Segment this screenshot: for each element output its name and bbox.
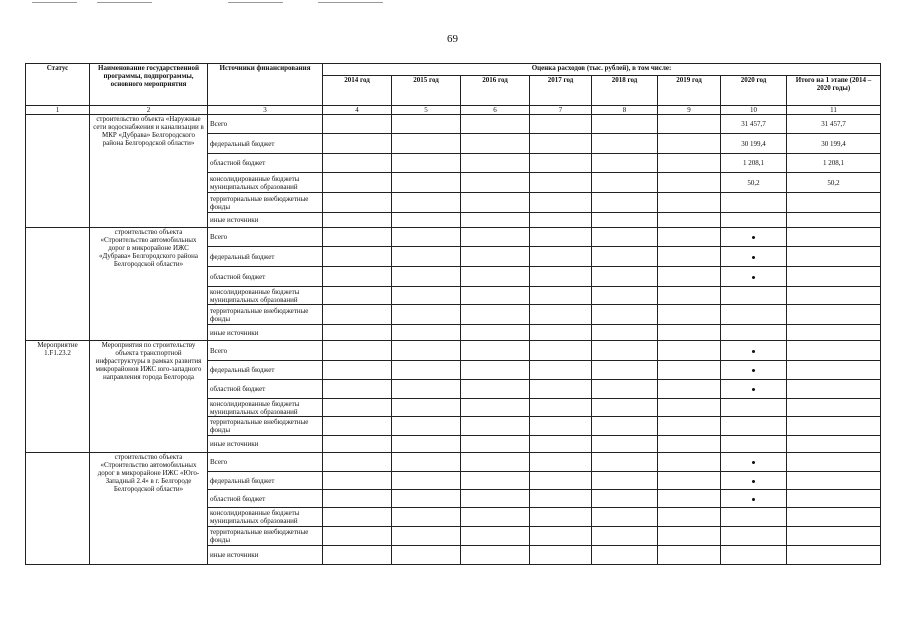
value-2020-cell: [721, 193, 787, 213]
header-year: 2017 год: [530, 76, 592, 106]
year-value-cell: [592, 527, 658, 546]
value-2020-cell: [721, 380, 787, 399]
year-value-cell: [392, 453, 461, 472]
total-value-cell: [787, 305, 881, 325]
column-number: 7: [530, 106, 592, 115]
year-value-cell: [592, 193, 658, 213]
value-2020-cell: [721, 287, 787, 305]
year-value-cell: [323, 508, 392, 527]
status-cell: Мероприятие 1.F1.23.2: [26, 341, 90, 453]
year-value-cell: [323, 193, 392, 213]
year-value-cell: [530, 399, 592, 417]
value-2020-cell: [721, 453, 787, 472]
year-value-cell: [592, 325, 658, 341]
year-value-cell: [461, 154, 530, 173]
value-2020-cell: [721, 267, 787, 287]
table-row: [26, 341, 881, 361]
year-value-cell: [323, 213, 392, 228]
year-value-cell: [530, 472, 592, 490]
value-2020-cell: 31 457,7: [721, 115, 787, 134]
year-value-cell: [592, 417, 658, 436]
header-year: 2015 год: [392, 76, 461, 106]
value-2020-cell: [721, 399, 787, 417]
year-value-cell: [392, 490, 461, 508]
year-value-cell: [392, 134, 461, 154]
funding-source-cell: территориальные внебюджетные фонды: [208, 305, 323, 325]
budget-table: [25, 63, 881, 565]
funding-source-cell: иные источники: [208, 546, 323, 565]
year-value-cell: [392, 436, 461, 453]
year-value-cell: [323, 325, 392, 341]
year-value-cell: [323, 453, 392, 472]
year-value-cell: [658, 546, 721, 565]
funding-source-cell: областной бюджет: [208, 380, 323, 399]
year-value-cell: [323, 361, 392, 380]
year-value-cell: [392, 472, 461, 490]
year-value-cell: [592, 490, 658, 508]
year-value-cell: [530, 508, 592, 527]
funding-source-cell: территориальные внебюджетные фонды: [208, 417, 323, 436]
funding-source-cell: Всего: [208, 228, 323, 247]
year-value-cell: [461, 417, 530, 436]
year-value-cell: [592, 436, 658, 453]
year-value-cell: [530, 546, 592, 565]
year-value-cell: [658, 247, 721, 267]
year-value-cell: [530, 115, 592, 134]
funding-source-cell: федеральный бюджет: [208, 472, 323, 490]
bullet-marker: [752, 369, 755, 372]
year-value-cell: [530, 213, 592, 228]
year-value-cell: [530, 527, 592, 546]
page-number: 69: [447, 33, 458, 45]
year-value-cell: [592, 134, 658, 154]
year-value-cell: [323, 417, 392, 436]
year-value-cell: [530, 173, 592, 193]
year-value-cell: [461, 213, 530, 228]
total-value-cell: [787, 213, 881, 228]
total-value-cell: [787, 490, 881, 508]
year-value-cell: [658, 527, 721, 546]
year-value-cell: [392, 341, 461, 361]
year-value-cell: [592, 287, 658, 305]
table-row: [26, 453, 881, 472]
year-value-cell: [530, 436, 592, 453]
year-value-cell: [392, 380, 461, 399]
year-value-cell: [658, 490, 721, 508]
scan-artifact-line: [318, 2, 383, 3]
year-value-cell: [461, 380, 530, 399]
year-value-cell: [323, 267, 392, 287]
header-sources: Источники финансирования: [208, 64, 323, 106]
year-value-cell: [592, 115, 658, 134]
year-value-cell: [658, 472, 721, 490]
column-number: 10: [721, 106, 787, 115]
year-value-cell: [461, 546, 530, 565]
funding-source-cell: федеральный бюджет: [208, 134, 323, 154]
year-value-cell: [323, 341, 392, 361]
status-cell: [26, 453, 90, 565]
year-value-cell: [658, 115, 721, 134]
bullet-marker: [752, 350, 755, 353]
year-value-cell: [461, 399, 530, 417]
year-value-cell: [592, 305, 658, 325]
year-value-cell: [392, 508, 461, 527]
year-value-cell: [323, 380, 392, 399]
year-value-cell: [323, 546, 392, 565]
funding-source-cell: территориальные внебюджетные фонды: [208, 527, 323, 546]
year-value-cell: [392, 546, 461, 565]
year-value-cell: [461, 247, 530, 267]
year-value-cell: [658, 325, 721, 341]
total-value-cell: 31 457,7: [787, 115, 881, 134]
year-value-cell: [323, 472, 392, 490]
year-value-cell: [392, 193, 461, 213]
table-body: [26, 115, 881, 565]
year-value-cell: [461, 453, 530, 472]
year-value-cell: [592, 213, 658, 228]
total-value-cell: [787, 508, 881, 527]
funding-source-cell: территориальные внебюджетные фонды: [208, 193, 323, 213]
total-value-cell: 50,2: [787, 173, 881, 193]
funding-source-cell: федеральный бюджет: [208, 247, 323, 267]
funding-source-cell: иные источники: [208, 213, 323, 228]
year-value-cell: [461, 436, 530, 453]
bullet-marker: [752, 276, 755, 279]
year-value-cell: [658, 508, 721, 527]
total-value-cell: [787, 472, 881, 490]
bullet-marker: [752, 236, 755, 239]
year-value-cell: [658, 173, 721, 193]
total-value-cell: [787, 546, 881, 565]
year-value-cell: [461, 305, 530, 325]
total-value-cell: [787, 341, 881, 361]
year-value-cell: [461, 228, 530, 247]
header-year: 2016 год: [461, 76, 530, 106]
year-value-cell: [461, 267, 530, 287]
year-value-cell: [592, 472, 658, 490]
year-value-cell: [392, 267, 461, 287]
column-number: 9: [658, 106, 721, 115]
activity-name-cell: строительство объекта «Строительство автомобильных дорог в микрорайоне ИЖС «Юго-Западный 2.4» в г. Белгороде Белгородской области»: [90, 453, 208, 565]
funding-source-cell: иные источники: [208, 325, 323, 341]
year-value-cell: [530, 228, 592, 247]
bullet-marker: [752, 461, 755, 464]
year-value-cell: [461, 490, 530, 508]
year-value-cell: [658, 453, 721, 472]
value-2020-cell: [721, 508, 787, 527]
year-value-cell: [592, 380, 658, 399]
year-value-cell: [592, 154, 658, 173]
table-row: [26, 228, 881, 247]
year-value-cell: [461, 325, 530, 341]
total-value-cell: [787, 267, 881, 287]
year-value-cell: [323, 399, 392, 417]
scan-artifact-line: [97, 2, 152, 3]
year-value-cell: [530, 247, 592, 267]
year-value-cell: [323, 436, 392, 453]
year-value-cell: [530, 193, 592, 213]
year-value-cell: [658, 380, 721, 399]
year-value-cell: [461, 173, 530, 193]
year-value-cell: [592, 508, 658, 527]
total-value-cell: [787, 361, 881, 380]
year-value-cell: [658, 134, 721, 154]
column-number: 3: [208, 106, 323, 115]
status-cell: [26, 115, 90, 228]
column-number: 6: [461, 106, 530, 115]
year-value-cell: [530, 267, 592, 287]
value-2020-cell: [721, 417, 787, 436]
year-value-cell: [392, 228, 461, 247]
year-value-cell: [530, 134, 592, 154]
year-value-cell: [461, 508, 530, 527]
year-value-cell: [658, 361, 721, 380]
column-number: 2: [90, 106, 208, 115]
year-value-cell: [461, 115, 530, 134]
scan-artifact-line: [228, 2, 283, 3]
total-value-cell: [787, 399, 881, 417]
funding-source-cell: консолидированные бюджеты муниципальных образований: [208, 287, 323, 305]
year-value-cell: [323, 134, 392, 154]
year-value-cell: [658, 305, 721, 325]
year-value-cell: [530, 341, 592, 361]
year-value-cell: [461, 361, 530, 380]
year-value-cell: [530, 417, 592, 436]
funding-source-cell: консолидированные бюджеты муниципальных образований: [208, 173, 323, 193]
year-value-cell: [461, 527, 530, 546]
total-value-cell: [787, 436, 881, 453]
year-value-cell: [392, 173, 461, 193]
year-value-cell: [592, 228, 658, 247]
year-value-cell: [592, 546, 658, 565]
funding-source-cell: областной бюджет: [208, 154, 323, 173]
year-value-cell: [530, 361, 592, 380]
year-value-cell: [323, 247, 392, 267]
year-value-cell: [530, 154, 592, 173]
total-value-cell: [787, 527, 881, 546]
year-value-cell: [658, 154, 721, 173]
total-value-cell: [787, 380, 881, 399]
year-value-cell: [461, 193, 530, 213]
year-value-cell: [530, 305, 592, 325]
year-value-cell: [658, 436, 721, 453]
value-2020-cell: 30 199,4: [721, 134, 787, 154]
year-value-cell: [530, 380, 592, 399]
column-number: 4: [323, 106, 392, 115]
year-value-cell: [323, 173, 392, 193]
year-value-cell: [392, 325, 461, 341]
activity-name-cell: строительство объекта «Наружные сети водоснабжения и канализации в МКР «Дубрава» Белгородского района Белгородской области»: [90, 115, 208, 228]
total-value-cell: 30 199,4: [787, 134, 881, 154]
year-value-cell: [392, 527, 461, 546]
value-2020-cell: [721, 546, 787, 565]
year-value-cell: [323, 154, 392, 173]
value-2020-cell: [721, 361, 787, 380]
bullet-marker: [752, 480, 755, 483]
value-2020-cell: [721, 436, 787, 453]
status-cell: [26, 228, 90, 341]
year-value-cell: [392, 305, 461, 325]
year-value-cell: [658, 213, 721, 228]
year-value-cell: [592, 267, 658, 287]
year-value-cell: [323, 115, 392, 134]
total-value-cell: [787, 417, 881, 436]
year-value-cell: [592, 247, 658, 267]
year-value-cell: [392, 287, 461, 305]
total-value-cell: [787, 228, 881, 247]
year-value-cell: [461, 134, 530, 154]
year-value-cell: [592, 399, 658, 417]
bullet-marker: [752, 256, 755, 259]
value-2020-cell: [721, 247, 787, 267]
year-value-cell: [592, 173, 658, 193]
year-value-cell: [392, 361, 461, 380]
header-status: Статус: [26, 64, 90, 106]
funding-source-cell: Всего: [208, 453, 323, 472]
value-2020-cell: [721, 527, 787, 546]
total-value-cell: [787, 325, 881, 341]
year-value-cell: [461, 341, 530, 361]
year-value-cell: [658, 287, 721, 305]
year-value-cell: [592, 361, 658, 380]
year-value-cell: [323, 305, 392, 325]
funding-source-cell: консолидированные бюджеты муниципальных образований: [208, 399, 323, 417]
header-costs: Оценка расходов (тыс. рублей), в том числе:: [323, 64, 881, 76]
funding-source-cell: Всего: [208, 115, 323, 134]
year-value-cell: [530, 453, 592, 472]
funding-source-cell: областной бюджет: [208, 490, 323, 508]
year-value-cell: [658, 399, 721, 417]
year-value-cell: [592, 453, 658, 472]
header-year: 2019 год: [658, 76, 721, 106]
value-2020-cell: [721, 228, 787, 247]
value-2020-cell: [721, 213, 787, 228]
column-number: 5: [392, 106, 461, 115]
year-value-cell: [323, 527, 392, 546]
year-value-cell: [392, 115, 461, 134]
funding-source-cell: иные источники: [208, 436, 323, 453]
funding-source-cell: Всего: [208, 341, 323, 361]
funding-source-cell: консолидированные бюджеты муниципальных образований: [208, 508, 323, 527]
value-2020-cell: [721, 325, 787, 341]
year-value-cell: [323, 490, 392, 508]
total-value-cell: [787, 287, 881, 305]
year-value-cell: [323, 228, 392, 247]
year-value-cell: [658, 267, 721, 287]
table-row: [26, 115, 881, 134]
value-2020-cell: [721, 305, 787, 325]
year-value-cell: [392, 247, 461, 267]
year-value-cell: [323, 287, 392, 305]
funding-source-cell: областной бюджет: [208, 267, 323, 287]
year-value-cell: [392, 417, 461, 436]
total-value-cell: [787, 193, 881, 213]
header-year: 2018 год: [592, 76, 658, 106]
year-value-cell: [658, 193, 721, 213]
year-value-cell: [658, 341, 721, 361]
year-value-cell: [392, 213, 461, 228]
bullet-marker: [752, 388, 755, 391]
total-value-cell: [787, 247, 881, 267]
activity-name-cell: Мероприятия по строительству объекта транспортной инфраструктуры в рамках развития микрорайонов ИЖС юго-западного направления города Белгорода: [90, 341, 208, 453]
value-2020-cell: [721, 341, 787, 361]
year-value-cell: [461, 287, 530, 305]
header-name: Наименование государственной программы, подпрограммы, основного мероприятия: [90, 64, 208, 106]
value-2020-cell: 50,2: [721, 173, 787, 193]
total-value-cell: [787, 453, 881, 472]
scan-artifact-line: [32, 2, 77, 3]
funding-source-cell: федеральный бюджет: [208, 361, 323, 380]
year-value-cell: [530, 325, 592, 341]
total-value-cell: 1 208,1: [787, 154, 881, 173]
year-value-cell: [592, 341, 658, 361]
year-value-cell: [530, 490, 592, 508]
year-value-cell: [392, 154, 461, 173]
header-year: 2014 год: [323, 76, 392, 106]
bullet-marker: [752, 498, 755, 501]
column-number: 1: [26, 106, 90, 115]
header-year: 2020 год: [721, 76, 787, 106]
value-2020-cell: [721, 490, 787, 508]
year-value-cell: [461, 472, 530, 490]
year-value-cell: [658, 228, 721, 247]
column-number: 11: [787, 106, 881, 115]
value-2020-cell: [721, 472, 787, 490]
year-value-cell: [530, 287, 592, 305]
year-value-cell: [392, 399, 461, 417]
header-total: Итого на 1 этапе (2014 – 2020 годы): [787, 76, 881, 106]
value-2020-cell: 1 208,1: [721, 154, 787, 173]
activity-name-cell: строительство объекта «Строительство автомобильных дорог в микрорайоне ИЖС «Дубрава» Белгородского района Белгородской области»: [90, 228, 208, 341]
column-number: 8: [592, 106, 658, 115]
year-value-cell: [658, 417, 721, 436]
